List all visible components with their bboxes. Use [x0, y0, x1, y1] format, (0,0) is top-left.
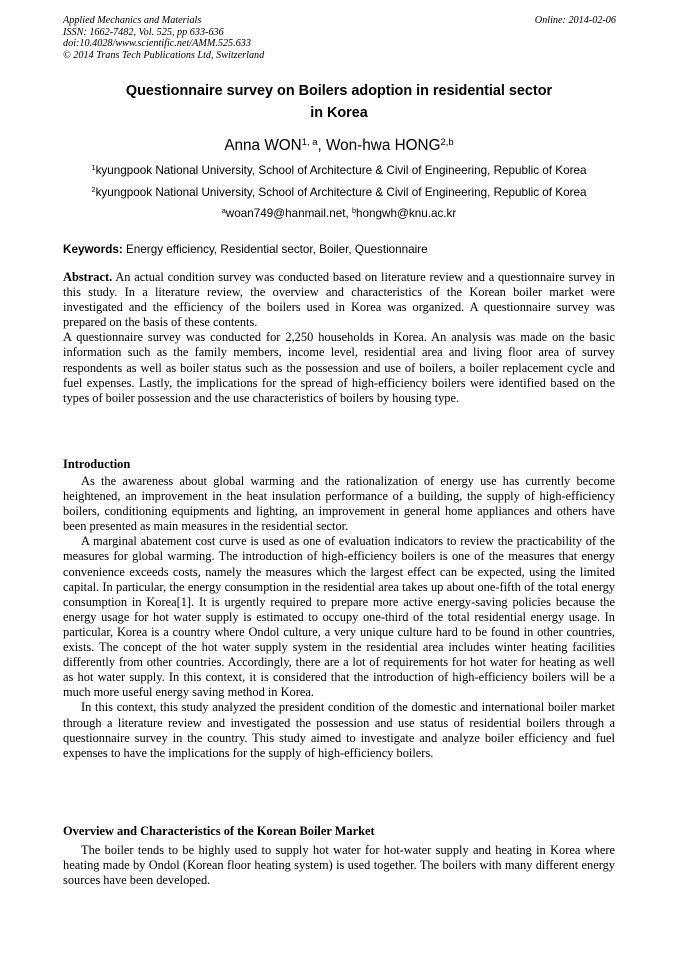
introduction-section: [63, 474, 615, 761]
affiliation-1-text: kyungpook National University, School of Architecture & Civil of Engineering, Republic of Korea: [95, 164, 587, 177]
journal-issn: ISSN: 1662-7482, Vol. 525, pp 633-636: [63, 26, 224, 38]
affiliation-1: [63, 164, 615, 178]
journal-header: [63, 15, 264, 61]
affiliation-2: [63, 186, 615, 200]
introduction-heading: Introduction: [63, 457, 131, 471]
email-b[interactable]: hongwh@knu.ac.kr: [356, 207, 457, 220]
affiliation-2-mark: 2: [91, 185, 96, 195]
author-2-affil-mark: 2,b: [440, 136, 454, 148]
introduction-paragraph-3: In this context, this study analyzed the president condition of the domestic and international boiler market through a literature review and investigated the possession and use status of residential boilers through a questionnaire survey in the country. This study aimed to investigate and analyze boiler efficiency and fuel expenses to have the implications for the supply of high-efficiency boilers.: [63, 700, 615, 760]
journal-doi: doi:10.4028/www.scientific.net/AMM.525.633: [63, 38, 251, 50]
abstract-label: Abstract.: [63, 270, 113, 284]
overview-heading: Overview and Characteristics of the Korean Boiler Market: [63, 824, 375, 838]
journal-name: Applied Mechanics and Materials: [63, 15, 202, 26]
abstract-section: [63, 270, 615, 406]
online-date: Online: 2014-02-06: [534, 15, 616, 26]
abstract-paragraph-1: [63, 270, 615, 330]
author-1-name: Anna WON: [224, 137, 302, 154]
overview-paragraph-1: The boiler tends to be highly used to supply hot water for hot-water supply and heating in Korea where heating made by Ondol (Korean floor heating system) is used together. The boilers with many different energy sources have been developed.: [63, 843, 615, 888]
keywords-text: Energy efficiency, Residential sector, Boiler, Questionnaire: [122, 243, 428, 256]
author-emails: [63, 207, 615, 221]
overview-section: [63, 843, 615, 888]
author-list: [63, 137, 615, 155]
journal-copyright: © 2014 Trans Tech Publications Ltd, Switzerland: [63, 49, 265, 61]
affiliation-2-text: kyungpook National University, School of Architecture & Civil of Engineering, Republic of Korea: [95, 186, 587, 199]
author-2-name: Won-hwa HONG: [326, 137, 441, 154]
email-b-mark: b: [352, 206, 357, 216]
abstract-text-1: An actual condition survey was conducted based on literature review and a questionnaire survey in this study. In a literature review, the overview and characteristics of the Korean boiler market were investigated and the efficiency of the boilers used in Korea was organized. A questionnaire survey was prepared on the basis of these contents.: [63, 270, 615, 330]
email-a-mark: a: [221, 206, 226, 216]
title-line-2: in Korea: [310, 105, 368, 121]
paper-title: [63, 80, 615, 124]
title-line-1: Questionnaire survey on Boilers adoption in residential sector: [125, 83, 553, 99]
abstract-paragraph-2: A questionnaire survey was conducted for 2,250 households in Korea. An analysis was made on the basic information such as the family members, income level, residential area and living floor area of survey respondents as well as boiler status such as the possession and use of boilers, a boiler replacement cycle and fuel expenses. Lastly, the implications for the spread of high-efficiency boilers were identified based on the types of boiler possession and the use characteristics of boilers by housing type.: [63, 330, 615, 405]
keywords-label: Keywords:: [63, 243, 123, 256]
introduction-paragraph-2: A marginal abatement cost curve is used as one of evaluation indicators to review the practicability of the measures for global warming. The introduction of high-efficiency boilers is one of the measures that energy convenience exceeds costs, namely the measures which the largest effect can be expected, using the limited capital. In particular, the energy consumption in the residential area takes up about one-fifth of the total energy consumption in Korea[1]. It is urgently required to prepare more active energy-saving policies because the energy usage for hot water supply is estimated to occupy one-third of the total residential energy usage. In particular, Korea is a country where Ondol culture, a very unique culture hard to be found in other countries, exists. The concept of the hot water supply system in the residential area includes winter heating facilities differently from other countries. Accordingly, there are a lot of requirements for hot water for heating as well as hot water supply. In this context, it is considered that the introduction of high-efficiency boilers will be a much more useful energy saving method in Korea.: [63, 534, 615, 700]
email-a[interactable]: woan749@hanmail.net: [225, 207, 346, 220]
author-separator: ,: [317, 137, 326, 154]
affiliation-1-mark: 1: [91, 163, 96, 173]
author-1-affil-mark: 1, a: [301, 136, 318, 148]
email-separator: ,: [345, 207, 352, 220]
keywords: [63, 243, 615, 257]
introduction-paragraph-1: As the awareness about global warming and the rationalization of energy use has currently become heightened, an improvement in the heat insulation performance of a building, the supply of high-efficiency boilers, conditioning equipments and lighting, an improvement in general home appliances and others have been presented as main measures in the residential sector.: [63, 474, 615, 534]
